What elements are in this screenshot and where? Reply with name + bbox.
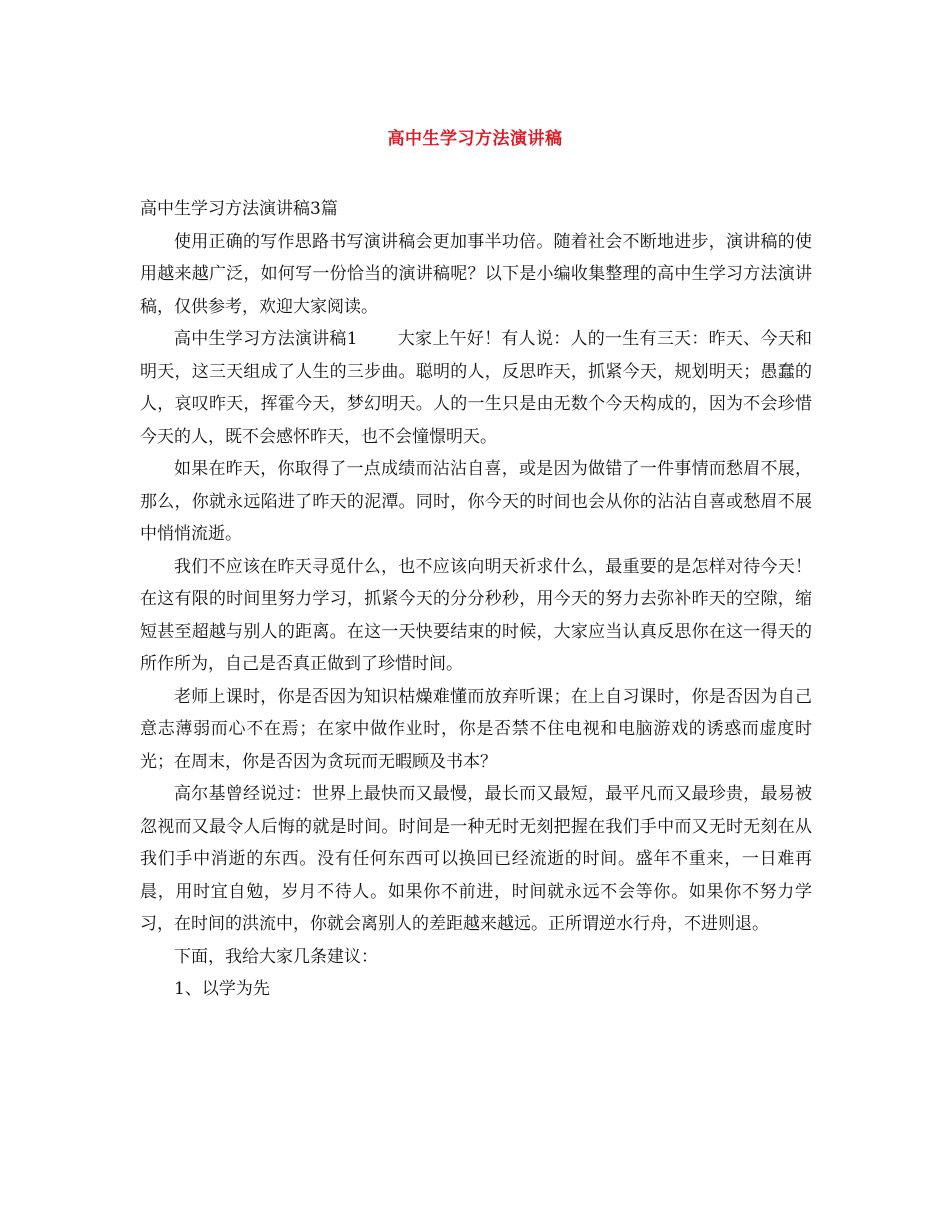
list-item: 1、以学为先	[174, 979, 270, 999]
body-paragraph: 下面，我给大家几条建议：	[174, 946, 378, 967]
body-paragraph: 高尔基曾经说过：世界上最快而又最慢，最长而又最短，最平凡而又最珍贵，最易被忽视而又最令人后悔的就是时间。时间是一种无时无刻把握在我们手中而又无时无刻在从我们手中消逝的东西。没有任何东西可以换回已经流逝的时间。盛年不重来，一日难再晨，用时宜自勉，岁月不待人。如果你不前进，时间就永远不会等你。如果你不努力学习，在时间的洪流中，你就会离别人的差距越来越远。正所谓逆水行舟，不进则退。	[140, 784, 812, 934]
document-subtitle: 高中生学习方法演讲稿3篇	[140, 199, 338, 219]
document-title: 高中生学习方法演讲稿	[387, 129, 563, 149]
body-paragraph: 如果在昨天，你取得了一点成绩而沾沾自喜，或是因为做错了一件事情而愁眉不展，那么，你就永远陷进了昨天的泥潭。同时，你今天的时间也会从你的沾沾自喜或愁眉不展中悄悄流逝。	[140, 459, 812, 544]
speech1-text: 大家上午好！有人说：人的一生有三天：昨天、今天和明天，这三天组成了人生的三步曲。聪明的人，反思昨天，抓紧今天，规划明天；愚蠢的人，哀叹昨天，挥霍今天，梦幻明天。人的一生只是由无数个今天构成的，因为不会珍惜今天的人，既不会感怀昨天，也不会憧憬明天。	[140, 329, 812, 447]
document-body	[140, 193, 812, 1006]
body-paragraph: 老师上课时，你是否因为知识枯燥难懂而放弃听课；在上自习课时，你是否因为自己意志薄弱而心不在焉；在家中做作业时，你是否禁不住电视和电脑游戏的诱惑而虚度时光；在周末，你是否因为贪玩而无暇顾及书本？	[140, 686, 812, 772]
intro-paragraph: 使用正确的写作思路书写演讲稿会更加事半功倍。随着社会不断地进步，演讲稿的使用越来越广泛，如何写一份恰当的演讲稿呢？以下是小编收集整理的高中生学习方法演讲稿，仅供参考，欢迎大家阅读。	[140, 231, 812, 317]
speech1-paragraph	[140, 323, 812, 453]
body-paragraph: 我们不应该在昨天寻觅什么，也不应该向明天祈求什么，最重要的是怎样对待今天！在这有限的时间里努力学习，抓紧今天的分分秒秒，用今天的努力去弥补昨天的空隙，缩短甚至超越与别人的距离。在这一天快要结束的时候，大家应当认真反思你在这一得天的所作所为，自己是否真正做到了珍惜时间。	[140, 556, 812, 674]
speech1-heading: 高中生学习方法演讲稿1	[174, 329, 358, 349]
